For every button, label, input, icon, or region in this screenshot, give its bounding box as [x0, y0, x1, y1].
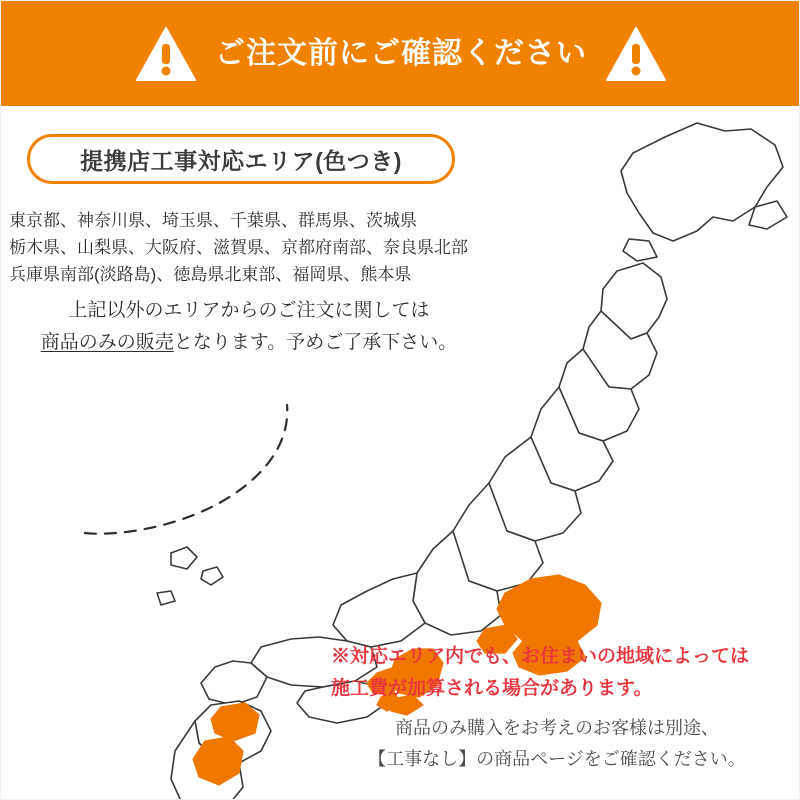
warning-triangle-icon	[605, 26, 667, 82]
note-line-2	[29, 327, 469, 359]
area-badge	[27, 134, 455, 184]
note-line-2-rest: となります。予めご了承下さい。	[173, 332, 458, 353]
region-hokkaido-tail	[623, 239, 657, 261]
outside-area-note	[29, 295, 469, 359]
prefecture-line: 栃木県、山梨県、大阪府、滋賀県、京都府南部、奈良県北部	[9, 238, 468, 257]
prefecture-list	[9, 207, 468, 288]
bottom-note	[317, 713, 797, 775]
prefecture-line: 東京都、神奈川県、埼玉県、千葉県、群馬県、茨城県	[9, 211, 417, 230]
note-line-1: 上記以外のエリアからのご注文に関しては	[68, 300, 430, 321]
prefecture-line: 兵庫県南部(淡路島)、徳島県北東部、福岡県、熊本県	[9, 265, 412, 284]
note-emphasis: 商品のみの販売	[40, 332, 174, 353]
region-island-small-3	[157, 591, 175, 605]
region-island-small-2	[201, 567, 223, 585]
area-badge-label: 提携店工事対応エリア(色つき)	[80, 147, 402, 174]
bottom-note-line-2: 【工事なし】の商品ページをご確認ください。	[368, 749, 746, 769]
caution-line-1: ※対応エリア内でも、お住まいの地域によっては	[331, 646, 750, 667]
caution-text	[331, 641, 791, 705]
bottom-note-line-1: 商品のみ購入をお考えのお客様は別途、	[395, 718, 719, 738]
warning-triangle-icon	[135, 26, 197, 82]
caution-line-2: 施工費が加算される場合があります。	[331, 678, 653, 699]
page-title: ご注文前にご確認ください	[215, 36, 587, 70]
region-kansai	[333, 573, 425, 647]
header-banner	[1, 1, 800, 106]
region-island-small-1	[171, 547, 197, 569]
region-chugoku-west	[201, 661, 267, 705]
